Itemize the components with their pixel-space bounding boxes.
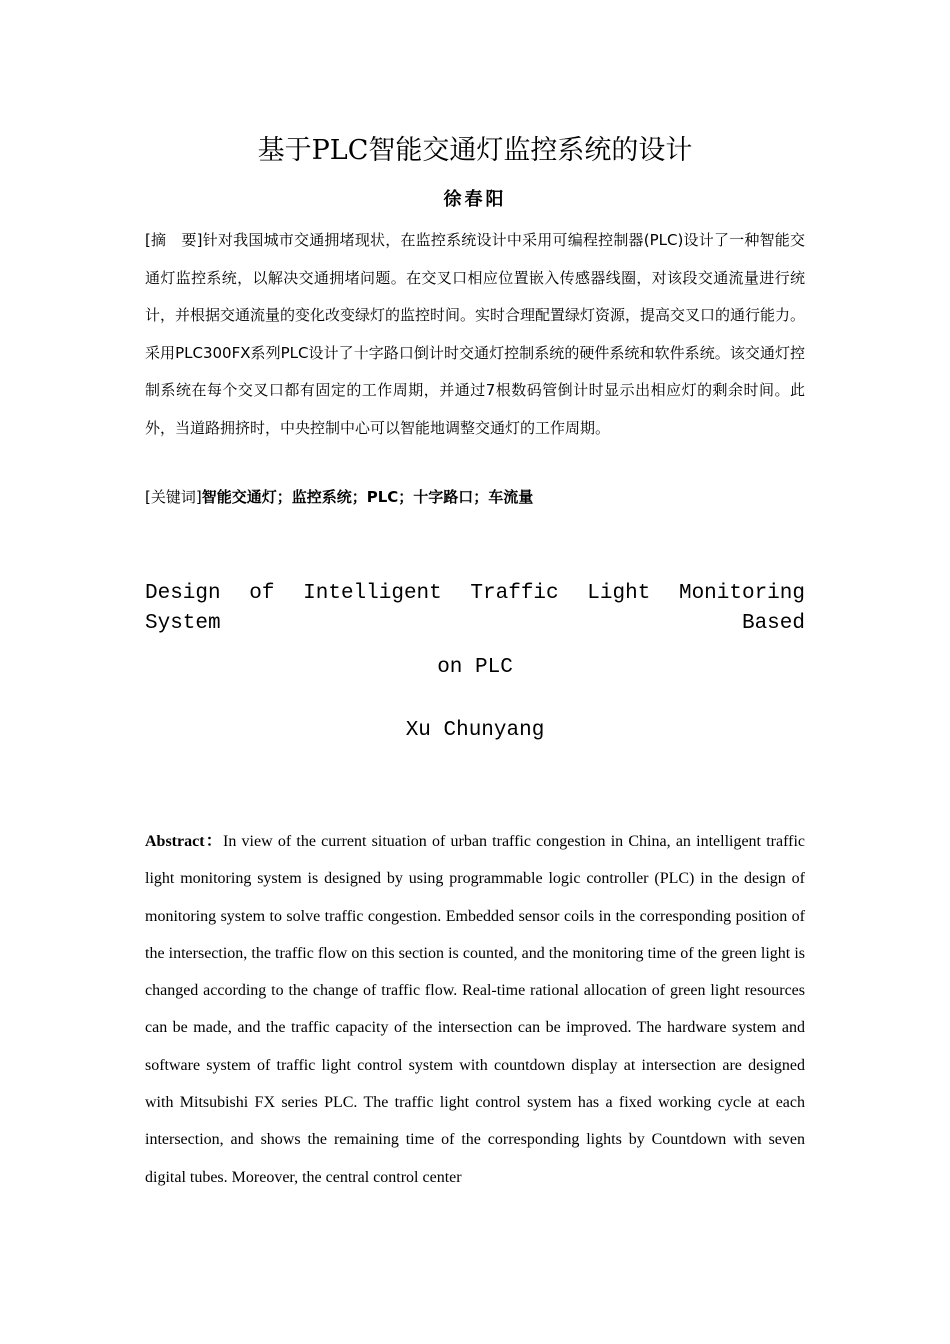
english-abstract-label: Abstract： [145,833,223,850]
english-abstract [145,823,805,1196]
chinese-keywords-text: 智能交通灯；监控系统；PLC；十字路口；车流量 [201,488,534,506]
chinese-title: 基于PLC智能交通灯监控系统的设计 [257,135,693,166]
english-title-line-2: on PLC [437,656,513,679]
chinese-keywords [145,484,805,510]
english-title-line-1: Design of Intelligent Traffic Light Monitoring System Based [145,582,805,635]
chinese-abstract-text: 针对我国城市交通拥堵现状，在监控系统设计中采用可编程控制器(PLC)设计了一种智能交通灯监控系统，以解决交通拥堵问题。在交叉口相应位置嵌入传感器线圈，对该段交通流量进行统计，并根据交通流量的变化改变绿灯的监控时间。实时合理配置绿灯资源，提高交叉口的通行能力。采用PLC300FX系列PLC设计了十字路口倒计时交通灯控制系统的硬件系统和软件系统。该交通灯控制系统在每个交叉口都有固定的工作周期，并通过7根数码管倒计时显示出相应灯的剩余时间。此外，当道路拥挤时，中央控制中心可以智能地调整交通灯的工作周期。 [145,231,806,437]
english-author: Xu Chunyang [405,719,545,742]
chinese-abstract-label: [摘 要] [145,231,203,249]
chinese-author: 徐春阳 [443,189,507,210]
chinese-abstract [145,222,805,448]
english-abstract-text: In view of the current situation of urban traffic congestion in China, an intelligent traffic light monitoring system is designed by using programmable logic controller (PLC) in the design of monitoring system to solve traffic congestion. Embedded sensor coils in the corresponding position of the intersection, the traffic flow on this section is counted, and the monitoring time of the green light is changed according to the change of traffic flow. Real-time rational allocation of green light resources can be made, and the traffic capacity of the intersection can be improved. The hardware system and software system of traffic light control system with countdown display at intersection are designed with Mitsubishi FX series PLC. The traffic light control system has a fixed working cycle at each intersection, and shows the remaining time of the corresponding lights by Countdown with seven digital tubes. Moreover, the central control center [145,833,806,1186]
chinese-keywords-label: [关键词] [145,488,202,506]
